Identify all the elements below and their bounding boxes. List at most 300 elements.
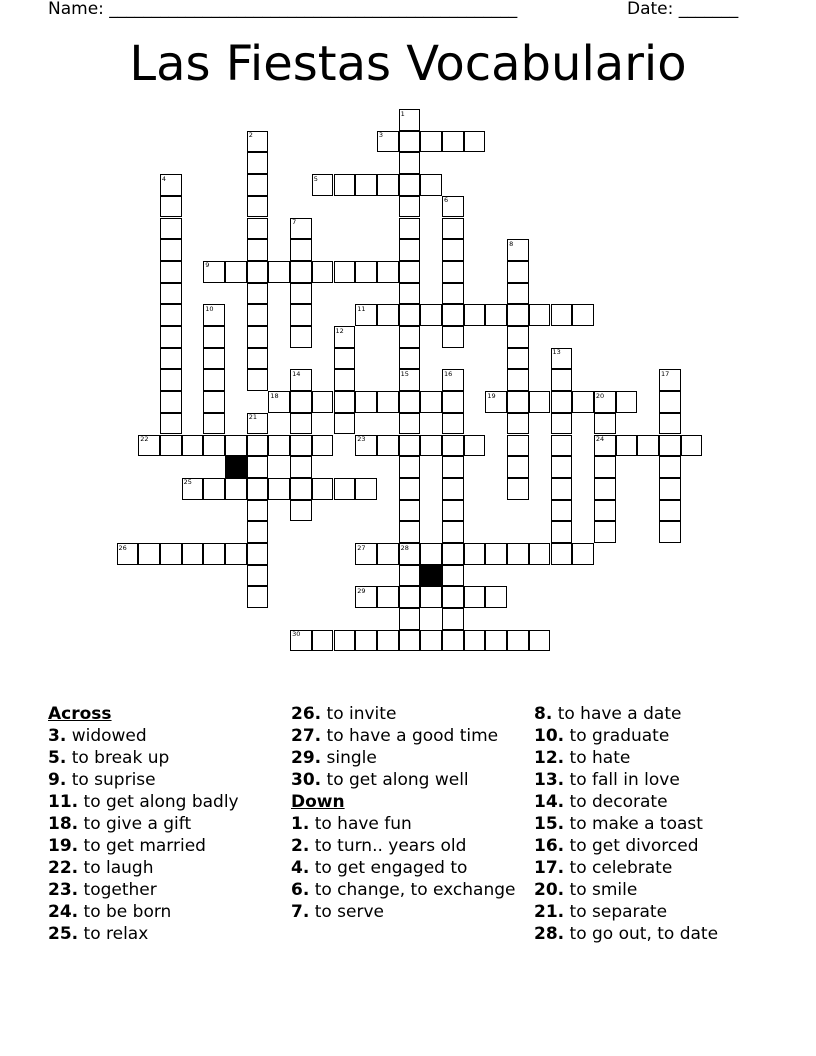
clue-item-number: 15. bbox=[534, 814, 565, 834]
name-line[interactable]: ________________________________________________ bbox=[109, 0, 518, 19]
grid-cell[interactable] bbox=[507, 456, 529, 478]
clue-number: 21 bbox=[248, 413, 257, 422]
grid-cell[interactable] bbox=[247, 543, 269, 565]
clue-item bbox=[291, 813, 521, 835]
clue-item-number: 17. bbox=[534, 858, 565, 878]
grid-cell[interactable] bbox=[312, 435, 334, 457]
clue-item bbox=[291, 747, 521, 769]
clue-number: 23 bbox=[357, 435, 366, 443]
clue-number: 7 bbox=[292, 218, 297, 226]
clue-item-text: together bbox=[83, 880, 157, 900]
grid-cell[interactable] bbox=[247, 261, 269, 283]
clue-item-text: to fall in love bbox=[569, 770, 680, 790]
clue-number: 26 bbox=[118, 543, 127, 552]
grid-cell[interactable] bbox=[529, 304, 551, 326]
grid-cell[interactable] bbox=[268, 261, 290, 283]
clue-item bbox=[48, 747, 278, 769]
clue-item-text: to have fun bbox=[314, 814, 412, 834]
clue-item bbox=[48, 923, 278, 945]
grid-cell[interactable] bbox=[160, 239, 182, 261]
grid-cell[interactable] bbox=[355, 630, 377, 652]
clue-item-number: 20. bbox=[534, 880, 565, 900]
grid-cell[interactable] bbox=[399, 326, 421, 348]
grid-cell[interactable] bbox=[551, 500, 573, 522]
grid-cell[interactable] bbox=[377, 391, 399, 413]
grid-cell[interactable] bbox=[551, 435, 573, 457]
grid-cell[interactable] bbox=[551, 478, 573, 500]
clue-number: 24 bbox=[595, 435, 605, 443]
grid-cell[interactable] bbox=[551, 304, 573, 326]
clue-item bbox=[291, 725, 521, 747]
clue-item-number: 6. bbox=[291, 880, 310, 900]
grid-cell[interactable] bbox=[507, 326, 529, 348]
grid-cell[interactable] bbox=[247, 521, 269, 543]
grid-cell[interactable] bbox=[507, 283, 529, 305]
grid-cell[interactable] bbox=[290, 326, 312, 348]
clue-item-text: to relax bbox=[83, 924, 149, 944]
clue-item-text: to celebrate bbox=[569, 858, 673, 878]
grid-cell[interactable] bbox=[507, 543, 529, 565]
clue-number: 27 bbox=[357, 543, 366, 552]
grid-cell[interactable] bbox=[442, 391, 464, 413]
clue-item-text: to suprise bbox=[71, 770, 156, 790]
clue-item-text: to go out, to date bbox=[569, 924, 719, 944]
clue-item-number: 19. bbox=[48, 836, 79, 856]
grid-cell[interactable] bbox=[442, 565, 464, 587]
grid-cell[interactable] bbox=[442, 586, 464, 608]
grid-cell[interactable] bbox=[355, 391, 377, 413]
grid-cell[interactable] bbox=[312, 478, 334, 500]
grid-cell[interactable] bbox=[334, 174, 356, 196]
grid-cell[interactable] bbox=[290, 391, 312, 413]
grid-cell[interactable] bbox=[203, 391, 225, 413]
clue-item bbox=[534, 901, 774, 923]
grid-cell[interactable] bbox=[138, 543, 160, 565]
grid-cell[interactable] bbox=[355, 261, 377, 283]
grid-cell[interactable] bbox=[681, 435, 703, 457]
grid-cell[interactable] bbox=[507, 391, 529, 413]
grid-cell[interactable] bbox=[507, 348, 529, 370]
clue-item bbox=[48, 857, 278, 879]
clue-item-text: to get divorced bbox=[569, 836, 699, 856]
grid-cell[interactable] bbox=[399, 196, 421, 218]
grid-cell[interactable] bbox=[464, 586, 486, 608]
grid-cell[interactable] bbox=[399, 348, 421, 370]
grid-cell[interactable] bbox=[442, 239, 464, 261]
grid-cell[interactable] bbox=[160, 369, 182, 391]
grid-cell[interactable] bbox=[247, 500, 269, 522]
grid-cell[interactable] bbox=[399, 391, 421, 413]
grid-cell[interactable] bbox=[290, 435, 312, 457]
grid-cell[interactable] bbox=[399, 435, 421, 457]
clue-column-3 bbox=[534, 703, 774, 945]
grid-cell[interactable] bbox=[377, 630, 399, 652]
grid-cell[interactable] bbox=[507, 413, 529, 435]
grid-cell[interactable] bbox=[377, 435, 399, 457]
grid-cell[interactable] bbox=[290, 283, 312, 305]
clue-item bbox=[291, 835, 521, 857]
grid-cell[interactable] bbox=[442, 543, 464, 565]
clue-item-number: 18. bbox=[48, 814, 79, 834]
grid-cell[interactable] bbox=[485, 304, 507, 326]
grid-cell[interactable] bbox=[334, 413, 356, 435]
grid-cell[interactable] bbox=[442, 608, 464, 630]
grid-cell[interactable] bbox=[334, 630, 356, 652]
clue-item-number: 16. bbox=[534, 836, 565, 856]
grid-cell[interactable] bbox=[551, 391, 573, 413]
grid-cell[interactable] bbox=[247, 348, 269, 370]
grid-cell[interactable] bbox=[312, 261, 334, 283]
clue-item bbox=[48, 791, 278, 813]
grid-cell[interactable] bbox=[247, 478, 269, 500]
clue-item-text: to get along well bbox=[326, 770, 469, 790]
grid-cell[interactable] bbox=[442, 326, 464, 348]
clue-item-number: 23. bbox=[48, 880, 79, 900]
grid-cell[interactable] bbox=[442, 630, 464, 652]
grid-cell[interactable] bbox=[290, 456, 312, 478]
grid-cell[interactable] bbox=[485, 586, 507, 608]
grid-cell[interactable] bbox=[160, 326, 182, 348]
clue-item-text: to turn.. years old bbox=[314, 836, 467, 856]
clue-column-2 bbox=[291, 703, 521, 923]
grid-cell[interactable] bbox=[507, 478, 529, 500]
clue-item-text: to get engaged to bbox=[314, 858, 468, 878]
clue-number: 19 bbox=[487, 391, 496, 400]
clue-item-text: to hate bbox=[569, 748, 631, 768]
clue-number: 2 bbox=[248, 131, 253, 140]
clue-item-text: to smile bbox=[569, 880, 638, 900]
clue-number: 28 bbox=[400, 543, 409, 552]
clue-item-text: to serve bbox=[314, 902, 384, 922]
grid-cell[interactable] bbox=[247, 196, 269, 218]
grid-cell[interactable] bbox=[247, 369, 269, 391]
grid-cell[interactable] bbox=[529, 630, 551, 652]
clue-number: 15 bbox=[400, 369, 409, 378]
grid-cell[interactable] bbox=[442, 435, 464, 457]
grid-cell[interactable] bbox=[399, 565, 421, 587]
grid-cell[interactable] bbox=[420, 174, 442, 196]
grid-cell[interactable] bbox=[290, 304, 312, 326]
clue-item bbox=[48, 769, 278, 791]
date-field[interactable] bbox=[627, 0, 738, 18]
grid-cell[interactable] bbox=[442, 456, 464, 478]
grid-cell[interactable] bbox=[399, 500, 421, 522]
grid-cell[interactable] bbox=[529, 543, 551, 565]
grid-cell[interactable] bbox=[355, 478, 377, 500]
grid-cell[interactable] bbox=[399, 261, 421, 283]
clue-number: 12 bbox=[335, 326, 344, 335]
clue-item-text: to laugh bbox=[83, 858, 154, 878]
grid-cell[interactable] bbox=[594, 478, 616, 500]
grid-cell[interactable] bbox=[182, 543, 204, 565]
grid-cell[interactable] bbox=[377, 304, 399, 326]
grid-cell[interactable] bbox=[464, 435, 486, 457]
grid-cell[interactable] bbox=[160, 261, 182, 283]
grid-cell[interactable] bbox=[399, 304, 421, 326]
grid-cell[interactable] bbox=[247, 283, 269, 305]
grid-cell[interactable] bbox=[399, 478, 421, 500]
grid-cell[interactable] bbox=[377, 543, 399, 565]
grid-cell[interactable] bbox=[442, 261, 464, 283]
grid-cell[interactable] bbox=[399, 239, 421, 261]
clue-item bbox=[48, 835, 278, 857]
grid-cell[interactable] bbox=[420, 543, 442, 565]
grid-cell[interactable] bbox=[290, 239, 312, 261]
clue-number: 30 bbox=[292, 630, 301, 639]
grid-cell[interactable] bbox=[464, 304, 486, 326]
clue-number: 16 bbox=[444, 369, 453, 378]
grid-cell[interactable] bbox=[420, 630, 442, 652]
grid-cell[interactable] bbox=[290, 261, 312, 283]
clue-item bbox=[534, 835, 774, 857]
grid-cell[interactable] bbox=[355, 174, 377, 196]
clue-item bbox=[534, 747, 774, 769]
grid-cell[interactable] bbox=[659, 456, 681, 478]
date-line[interactable]: _______ bbox=[678, 0, 739, 19]
grid-cell[interactable] bbox=[399, 174, 421, 196]
grid-cell[interactable] bbox=[420, 131, 442, 153]
grid-cell[interactable] bbox=[507, 435, 529, 457]
clue-item-number: 22. bbox=[48, 858, 79, 878]
clue-item-text: to make a toast bbox=[569, 814, 703, 834]
grid-cell[interactable] bbox=[507, 369, 529, 391]
grid-cell[interactable] bbox=[290, 500, 312, 522]
grid-cell[interactable] bbox=[572, 543, 594, 565]
grid-cell[interactable] bbox=[247, 565, 269, 587]
clue-item bbox=[48, 813, 278, 835]
clue-item-number: 9. bbox=[48, 770, 67, 790]
grid-cell[interactable] bbox=[247, 304, 269, 326]
grid-cell[interactable] bbox=[442, 131, 464, 153]
grid-cell[interactable] bbox=[529, 391, 551, 413]
grid-cell[interactable] bbox=[637, 435, 659, 457]
grid-cell[interactable] bbox=[442, 304, 464, 326]
clue-item-text: to separate bbox=[569, 902, 668, 922]
clue-item bbox=[291, 879, 521, 901]
clue-number: 18 bbox=[270, 391, 279, 400]
grid-cell[interactable] bbox=[160, 304, 182, 326]
clue-item bbox=[534, 725, 774, 747]
clue-number: 22 bbox=[140, 435, 149, 443]
clue-number: 6 bbox=[444, 196, 449, 205]
grid-cell[interactable] bbox=[594, 456, 616, 478]
clue-number: 13 bbox=[552, 348, 561, 357]
grid-cell[interactable] bbox=[160, 543, 182, 565]
grid-cell[interactable] bbox=[225, 478, 247, 500]
grid-cell[interactable] bbox=[247, 174, 269, 196]
clue-number: 17 bbox=[661, 369, 670, 378]
grid-cell[interactable] bbox=[616, 391, 638, 413]
clue-item-text: to graduate bbox=[569, 726, 670, 746]
grid-cell[interactable] bbox=[399, 586, 421, 608]
grid-cell[interactable] bbox=[442, 413, 464, 435]
grid-cell[interactable] bbox=[160, 435, 182, 457]
grid-cell[interactable] bbox=[399, 413, 421, 435]
down-heading: Down bbox=[291, 792, 345, 812]
grid-cell[interactable] bbox=[551, 543, 573, 565]
clue-item-text: to give a gift bbox=[83, 814, 192, 834]
grid-cell[interactable] bbox=[399, 608, 421, 630]
clue-item-number: 25. bbox=[48, 924, 79, 944]
grid-cell[interactable] bbox=[616, 435, 638, 457]
clue-item bbox=[534, 791, 774, 813]
grid-cell[interactable] bbox=[442, 478, 464, 500]
clue-item-text: to change, to exchange bbox=[314, 880, 516, 900]
grid-cell[interactable] bbox=[399, 152, 421, 174]
grid-cell[interactable] bbox=[160, 348, 182, 370]
grid-cell[interactable] bbox=[203, 348, 225, 370]
grid-cell[interactable] bbox=[247, 456, 269, 478]
name-label: Name: bbox=[48, 0, 104, 19]
clue-item-text: widowed bbox=[71, 726, 147, 746]
grid-cell[interactable] bbox=[485, 630, 507, 652]
clue-item-text: to invite bbox=[326, 704, 397, 724]
grid-cell[interactable] bbox=[377, 586, 399, 608]
grid-cell[interactable] bbox=[594, 521, 616, 543]
clue-number: 8 bbox=[509, 239, 514, 248]
grid-cell[interactable] bbox=[247, 239, 269, 261]
grid-cell[interactable] bbox=[464, 630, 486, 652]
grid-cell[interactable] bbox=[247, 326, 269, 348]
grid-cell[interactable] bbox=[160, 196, 182, 218]
grid-cell[interactable] bbox=[659, 391, 681, 413]
grid-cell[interactable] bbox=[594, 500, 616, 522]
clue-item-number: 26. bbox=[291, 704, 322, 724]
clue-item-number: 8. bbox=[534, 704, 553, 724]
clue-item bbox=[291, 769, 521, 791]
clue-item-text: single bbox=[326, 748, 377, 768]
clue-item-number: 1. bbox=[291, 814, 310, 834]
clue-item-text: to get along badly bbox=[83, 792, 239, 812]
grid-cell[interactable] bbox=[420, 435, 442, 457]
grid-cell[interactable] bbox=[659, 521, 681, 543]
clue-item bbox=[291, 901, 521, 923]
grid-cell[interactable] bbox=[203, 435, 225, 457]
grid-cell[interactable] bbox=[203, 478, 225, 500]
clue-item-number: 12. bbox=[534, 748, 565, 768]
grid-cell[interactable] bbox=[399, 283, 421, 305]
clue-item-number: 7. bbox=[291, 902, 310, 922]
grid-cell[interactable] bbox=[334, 391, 356, 413]
grid-cell[interactable] bbox=[247, 586, 269, 608]
clue-item-number: 2. bbox=[291, 836, 310, 856]
grid-cell[interactable] bbox=[160, 218, 182, 240]
clue-item-number: 21. bbox=[534, 902, 565, 922]
grid-cell[interactable] bbox=[442, 218, 464, 240]
grid-cell[interactable] bbox=[377, 261, 399, 283]
grid-cell[interactable] bbox=[225, 543, 247, 565]
grid-cell[interactable] bbox=[203, 326, 225, 348]
grid-cell[interactable] bbox=[182, 435, 204, 457]
grid-cell[interactable] bbox=[247, 435, 269, 457]
clue-item-number: 28. bbox=[534, 924, 565, 944]
grid-cell[interactable] bbox=[377, 174, 399, 196]
grid-cell[interactable] bbox=[334, 261, 356, 283]
grid-cell[interactable] bbox=[399, 521, 421, 543]
grid-cell[interactable] bbox=[203, 413, 225, 435]
grid-cell[interactable] bbox=[225, 261, 247, 283]
name-field[interactable] bbox=[48, 0, 517, 18]
grid-cell[interactable] bbox=[594, 413, 616, 435]
grid-cell[interactable] bbox=[334, 348, 356, 370]
clue-number: 29 bbox=[357, 586, 366, 595]
grid-cell[interactable] bbox=[572, 391, 594, 413]
clue-item-number: 14. bbox=[534, 792, 565, 812]
grid-cell[interactable] bbox=[203, 543, 225, 565]
clue-item-text: to get married bbox=[83, 836, 206, 856]
clue-number: 14 bbox=[292, 369, 301, 378]
grid-cell[interactable] bbox=[420, 391, 442, 413]
grid-cell[interactable] bbox=[507, 261, 529, 283]
grid-cell[interactable] bbox=[268, 478, 290, 500]
grid-cell[interactable] bbox=[659, 435, 681, 457]
grid-cell[interactable] bbox=[464, 131, 486, 153]
clue-item-number: 27. bbox=[291, 726, 322, 746]
grid-cell[interactable] bbox=[290, 413, 312, 435]
grid-cell[interactable] bbox=[551, 369, 573, 391]
clue-item-number: 24. bbox=[48, 902, 79, 922]
grid-cell[interactable] bbox=[507, 630, 529, 652]
grid-cell[interactable] bbox=[160, 391, 182, 413]
grid-cell[interactable] bbox=[442, 521, 464, 543]
grid-cell[interactable] bbox=[442, 500, 464, 522]
grid-cell[interactable] bbox=[659, 413, 681, 435]
clue-item-number: 5. bbox=[48, 748, 67, 768]
grid-cell[interactable] bbox=[399, 131, 421, 153]
grid-cell[interactable] bbox=[247, 152, 269, 174]
grid-cell[interactable] bbox=[290, 478, 312, 500]
clue-number: 3 bbox=[378, 131, 384, 140]
grid-cell[interactable] bbox=[442, 283, 464, 305]
grid-cell[interactable] bbox=[572, 304, 594, 326]
grid-cell[interactable] bbox=[551, 413, 573, 435]
grid-cell[interactable] bbox=[203, 369, 225, 391]
clue-item-number: 10. bbox=[534, 726, 565, 746]
grid-cell[interactable] bbox=[420, 304, 442, 326]
grid-cell[interactable] bbox=[160, 413, 182, 435]
clue-item-number: 30. bbox=[291, 770, 322, 790]
grid-cell[interactable] bbox=[160, 283, 182, 305]
grid-cell[interactable] bbox=[312, 630, 334, 652]
across-heading: Across bbox=[48, 704, 112, 724]
grid-cell[interactable] bbox=[268, 435, 290, 457]
clue-number: 9 bbox=[205, 261, 210, 270]
grid-cell[interactable] bbox=[464, 543, 486, 565]
grid-cell[interactable] bbox=[420, 586, 442, 608]
grid-cell[interactable] bbox=[225, 435, 247, 457]
clue-number: 5 bbox=[313, 174, 318, 183]
grid-cell[interactable] bbox=[659, 500, 681, 522]
grid-cell[interactable] bbox=[659, 478, 681, 500]
clue-item bbox=[48, 879, 278, 901]
page-title: Las Fiestas Vocabulario bbox=[129, 36, 687, 92]
clue-item-text: to break up bbox=[71, 748, 170, 768]
grid-cell[interactable] bbox=[247, 218, 269, 240]
grid-cell[interactable] bbox=[334, 369, 356, 391]
grid-cell[interactable] bbox=[551, 521, 573, 543]
clue-item-text: to decorate bbox=[569, 792, 668, 812]
grid-cell[interactable] bbox=[312, 391, 334, 413]
grid-cell[interactable] bbox=[399, 218, 421, 240]
grid-cell[interactable] bbox=[399, 630, 421, 652]
grid-cell[interactable] bbox=[551, 456, 573, 478]
grid-cell[interactable] bbox=[334, 478, 356, 500]
clue-item bbox=[48, 725, 278, 747]
grid-cell[interactable] bbox=[485, 543, 507, 565]
date-label: Date: bbox=[627, 0, 674, 19]
grid-cell[interactable] bbox=[399, 456, 421, 478]
grid-cell[interactable] bbox=[507, 304, 529, 326]
